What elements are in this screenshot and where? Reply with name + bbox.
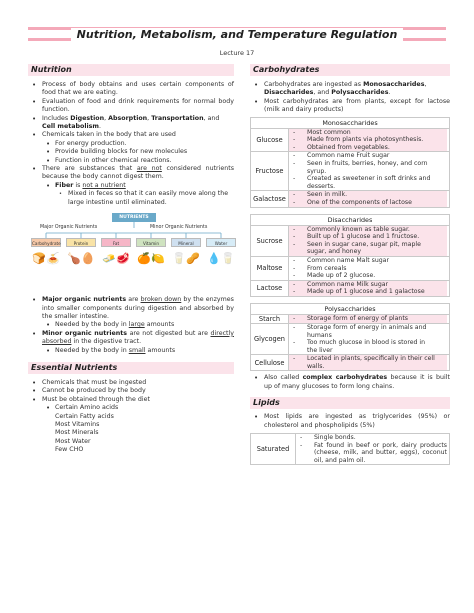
row-label: Lactose (251, 280, 289, 296)
complex-carbs-list (250, 374, 450, 391)
text: - Created as sweetener in soft drinks and (289, 175, 447, 183)
table-row (251, 191, 450, 207)
underlined-text: large (128, 321, 145, 329)
list-item: • Mixed in feces so that it can easily move along the large intestine until eliminated. (28, 190, 234, 207)
row-label: Glycogen (251, 323, 289, 354)
text: - From cereals (289, 265, 447, 273)
row-value (289, 280, 450, 296)
lipids-table (250, 433, 450, 465)
bold-text: Cell metabolism (42, 123, 99, 131)
nutrients-diagram (28, 211, 234, 293)
list-item (28, 347, 234, 355)
text: Needed by the body in (55, 346, 127, 354)
section-heading-lipids: Lipids (250, 397, 450, 409)
table-row (251, 323, 450, 354)
list-item: • Carbohydrates are ingested as Monosaccharides, Disaccharides, and Polysaccharides. (250, 81, 450, 98)
text: - Common name Milk sugar (289, 281, 447, 289)
category-box: Protein (66, 238, 96, 247)
food-icon: 🍞🍝 (32, 252, 60, 266)
list-item: Most Vitamins (55, 420, 100, 428)
bold-text: Major organic nutrients (42, 296, 127, 304)
food-icon: 💧🥛 (207, 252, 235, 266)
table-header: Polysaccharides (251, 303, 450, 314)
underlined-text: are not (136, 165, 162, 173)
essential-list (28, 379, 234, 455)
table-row (251, 225, 450, 256)
category-box: Water (206, 238, 236, 247)
page-title-text: Nutrition, Metabolism, and Temperature Regulation (71, 28, 404, 41)
text: syrup. (307, 167, 327, 175)
carbs-list (250, 81, 450, 115)
text: - Made from plants via photosynthesis. (289, 136, 447, 144)
text: , and (313, 89, 330, 97)
list-item (28, 296, 234, 321)
table-row (251, 434, 450, 465)
food-icon: 🧈🥩 (102, 252, 130, 266)
row-value (289, 256, 450, 280)
table-row (251, 152, 450, 191)
organic-nutrients-list (28, 296, 234, 355)
text: in the digestive tract. (73, 338, 142, 346)
list-item: • Function in other chemical reactions. (28, 157, 234, 165)
row-label: Glucose (251, 128, 289, 152)
text: Also called (264, 374, 300, 382)
list-item: • Evaluation of food and drink requirements for normal body function. (28, 98, 234, 115)
list-item (250, 374, 450, 391)
text: - Too much glucose in blood is stored in (289, 339, 447, 347)
text: - Seen in milk. (289, 191, 447, 199)
row-value (289, 191, 450, 207)
list-item: • For energy production. (28, 140, 234, 148)
section-heading-essential-nutrients: Essential Nutrients (28, 362, 234, 374)
text: is (75, 181, 81, 189)
text: - Made up of 1 glucose and 1 galactose (289, 288, 447, 296)
text: Needed by the body in (55, 321, 127, 329)
list-item: Few CHO (55, 446, 84, 454)
underlined-text: small (128, 346, 146, 354)
bold-text: Absorption (108, 114, 148, 122)
text: - Made up of 2 glucose. (289, 272, 447, 280)
table-row (251, 280, 450, 296)
list-item (28, 330, 234, 347)
polysaccharides-table (250, 303, 450, 372)
list-item: Most Water (55, 437, 91, 445)
bold-text: complex carbohydrates (302, 374, 388, 382)
category-box: Mineral (171, 238, 201, 247)
row-label: Sucrose (251, 225, 289, 256)
table-row (251, 314, 450, 323)
section-heading-nutrition: Nutrition (28, 64, 234, 76)
row-label: Fructose (251, 152, 289, 191)
text: are not digested but are (129, 329, 208, 337)
right-column (250, 64, 450, 465)
list-item: • Must be obtained through the diet (28, 396, 234, 404)
text: - Seen in sugar cane, sugar pit, maple (289, 241, 447, 249)
list-item (28, 165, 234, 182)
row-value (289, 314, 450, 323)
text: - Common name Malt sugar (289, 257, 447, 265)
text: - Common name Fruit sugar (289, 152, 447, 160)
lipids-list (250, 413, 450, 430)
page-title (28, 28, 446, 41)
table-header: Disaccharides (251, 214, 450, 225)
category-box: Fat (101, 238, 131, 247)
text: - Storage form of energy of plants (289, 315, 447, 323)
list-item: Most Minerals (55, 429, 99, 437)
text: - Single bonds. (296, 434, 449, 442)
bold-text: Monosaccharides (363, 81, 425, 88)
list-item: • Cannot be produced by the body (28, 387, 234, 395)
row-label: Saturated (251, 434, 296, 465)
text: amounts (146, 321, 175, 329)
text: - Storage form of energy in animals and (289, 324, 447, 332)
list-item: • Most carbohydrates are from plants, except for lactose (milk and dairy products) (250, 98, 450, 115)
row-value (289, 128, 450, 152)
underlined-text: broken down (140, 296, 182, 304)
text: by the enzymes into smaller components during digestion and absorbed by the smaller intestine. (42, 296, 234, 320)
list-item: • Chemicals taken in the body that are used (28, 131, 234, 139)
text: considered nutrients because the body cannot digest them. (42, 165, 234, 181)
text: There are substances that (42, 165, 133, 173)
row-value (289, 152, 450, 191)
nutrition-list (28, 81, 234, 207)
text: - Obtained from vegetables. (289, 144, 447, 152)
bold-text: Digestion (70, 114, 105, 122)
text: - Seen in fruits, berries, honey, and corn (289, 160, 447, 168)
list-item: • Process of body obtains and uses certain components of food that we are eating. (28, 81, 234, 98)
disaccharides-table (250, 214, 450, 297)
text: - One of the components of lactose (289, 199, 447, 207)
bold-text: Minor organic nutrients (42, 329, 128, 337)
text: - Built up of 1 glucose and 1 fructose. (289, 233, 447, 241)
minor-label: Minor Organic Nutrients (150, 225, 208, 231)
row-label: Galactose (251, 191, 289, 207)
table-row (251, 355, 450, 371)
list-item: • Includes Digestion, Absorption, Transportation, and Cell metabolism. (28, 115, 234, 132)
left-column (28, 64, 234, 455)
text: - Fat found in beef or pork, dairy products (cheese, milk, and butter, eggs), coconut oil, and palm oil. (296, 442, 449, 465)
list-item: • Certain Amino acids (28, 404, 234, 412)
bold-text: Disaccharides (264, 89, 314, 97)
row-value (296, 434, 450, 465)
bold-text: Transportation (151, 114, 204, 122)
bold-text: Fiber (55, 181, 74, 189)
table-header: Monosaccharides (251, 117, 450, 128)
row-value (289, 355, 450, 371)
list-item (28, 182, 234, 190)
text: amounts (147, 346, 176, 354)
row-label: Starch (251, 314, 289, 323)
text: Includes (42, 114, 69, 122)
row-label: Maltose (251, 256, 289, 280)
list-item (28, 321, 234, 329)
category-box: Carbohydrate (31, 238, 61, 247)
text: walls. (289, 363, 447, 371)
text: - Commonly known as table sugar. (289, 226, 447, 234)
text: Carbohydrates are ingested as (264, 81, 362, 88)
text: - Located in plants, specifically in their cell (289, 355, 447, 363)
text: the liver (307, 346, 333, 354)
text: desserts. (307, 182, 336, 190)
table-row (251, 128, 450, 152)
monosaccharides-table (250, 117, 450, 208)
lecture-number: Lecture 17 (219, 49, 255, 57)
list-item: • Chemicals that must be ingested (28, 379, 234, 387)
text: , and (203, 114, 220, 122)
text: humans (307, 331, 332, 339)
list-item: • Most lipids are ingested as triglycerides (95%) or cholesterol and phospholipids (5%) (250, 413, 450, 430)
table-row (251, 256, 450, 280)
row-label: Cellulose (251, 355, 289, 371)
section-heading-carbohydrates: Carbohydrates (250, 64, 450, 76)
bold-text: Polysaccharides (331, 89, 389, 97)
text: - Most common (289, 129, 447, 137)
underlined-text: not a nutrient (82, 181, 126, 189)
underlined-text: directly absorbed (42, 329, 234, 346)
food-icon: 🍊🍋 (137, 252, 165, 266)
food-icon: 🍗🥚 (67, 252, 95, 266)
text: sugar, and honey (289, 248, 447, 256)
row-value (289, 225, 450, 256)
text: are (128, 296, 139, 304)
major-label: Major Organic Nutrients (40, 225, 98, 231)
row-value (289, 323, 450, 354)
text: because it is built up of many glucoses to form long chains. (264, 374, 450, 390)
list-item: Certain Fatty acids (55, 412, 114, 420)
food-icon: 🥛🥜 (172, 252, 200, 266)
category-box: Vitamin (136, 238, 166, 247)
nutrients-box: NUTRIENTS (112, 213, 156, 222)
list-item: • Provide building blocks for new molecules (28, 148, 234, 156)
